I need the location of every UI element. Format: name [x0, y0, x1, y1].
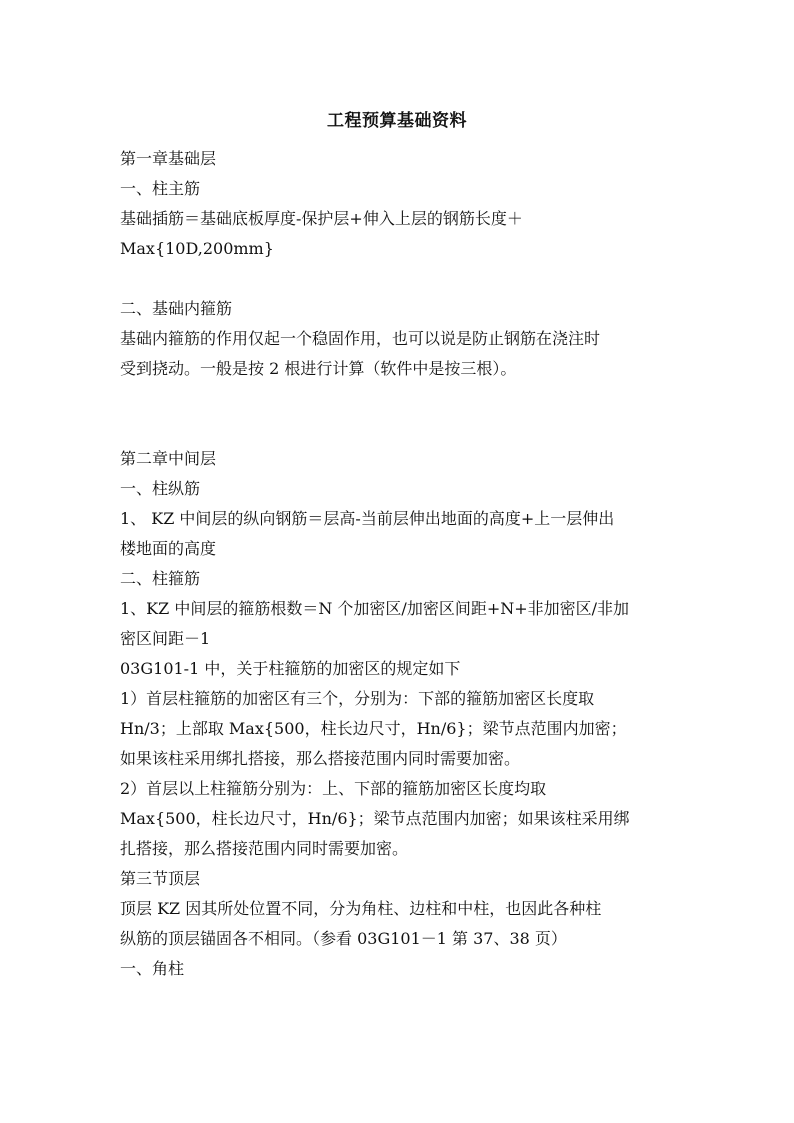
section-column-stirrup-heading: 二、柱箍筋: [120, 569, 201, 588]
section-column-main-rebar-heading: 一、柱主筋: [120, 179, 201, 198]
paragraph-line: Hn/3；上部取 Max{500，柱长边尺寸，Hn/6}；梁节点范围内加密；: [120, 719, 627, 738]
chapter-1-heading: 第一章基础层: [120, 149, 217, 168]
paragraph-line: 1、 KZ 中间层的纵向钢筋＝层高-当前层伸出地面的高度+上一层伸出: [120, 509, 615, 528]
section-column-longitudinal-rebar-heading: 一、柱纵筋: [120, 479, 201, 498]
paragraph-line: 顶层 KZ 因其所处位置不同，分为角柱、边柱和中柱，也因此各种柱: [120, 899, 602, 918]
paragraph-line: Max{500，柱长边尺寸，Hn/6}；梁节点范围内加密；如果该柱采用绑: [120, 809, 630, 828]
blank-line: [120, 264, 680, 294]
paragraph-line: 纵筋的顶层锚固各不相同。（参看 03G101－1 第 37、38 页）: [120, 929, 567, 948]
paragraph-line: 1、KZ 中间层的箍筋根数＝N 个加密区/加密区间距+N+非加密区/非加: [120, 599, 630, 618]
document-title: 工程预算基础资料: [327, 111, 467, 131]
blank-lines: [120, 384, 680, 444]
paragraph-line: 受到挠动。一般是按 2 根进行计算（软件中是按三根）。: [120, 359, 517, 378]
chapter-2-heading: 第二章中间层: [120, 449, 217, 468]
paragraph-line: 密区间距－1: [120, 629, 211, 648]
section-corner-column-heading: 一、角柱: [120, 959, 185, 978]
section-foundation-stirrup-heading: 二、基础内箍筋: [120, 299, 233, 318]
paragraph-line: 基础内箍筋的作用仅起一个稳固作用，也可以说是防止钢筋在浇注时: [120, 329, 601, 348]
paragraph-line: 扎搭接，那么搭接范围内同时需要加密。: [120, 839, 409, 858]
paragraph-line: 楼地面的高度: [120, 539, 217, 558]
section-3-heading: 第三节顶层: [120, 869, 201, 888]
document-body: [120, 144, 680, 984]
paragraph-line: 1）首层柱箍筋的加密区有三个，分别为：下部的箍筋加密区长度取: [120, 689, 595, 708]
paragraph-line: 基础插筋＝基础底板厚度-保护层+伸入上层的钢筋长度＋: [120, 209, 523, 228]
paragraph-line: 2）首层以上柱箍筋分别为：上、下部的箍筋加密区长度均取: [120, 779, 547, 798]
paragraph-line: Max{10D,200mm}: [120, 239, 274, 258]
paragraph-line: 03G101-1 中，关于柱箍筋的加密区的规定如下: [120, 659, 461, 678]
paragraph-line: 如果该柱采用绑扎搭接，那么搭接范围内同时需要加密。: [120, 749, 521, 768]
